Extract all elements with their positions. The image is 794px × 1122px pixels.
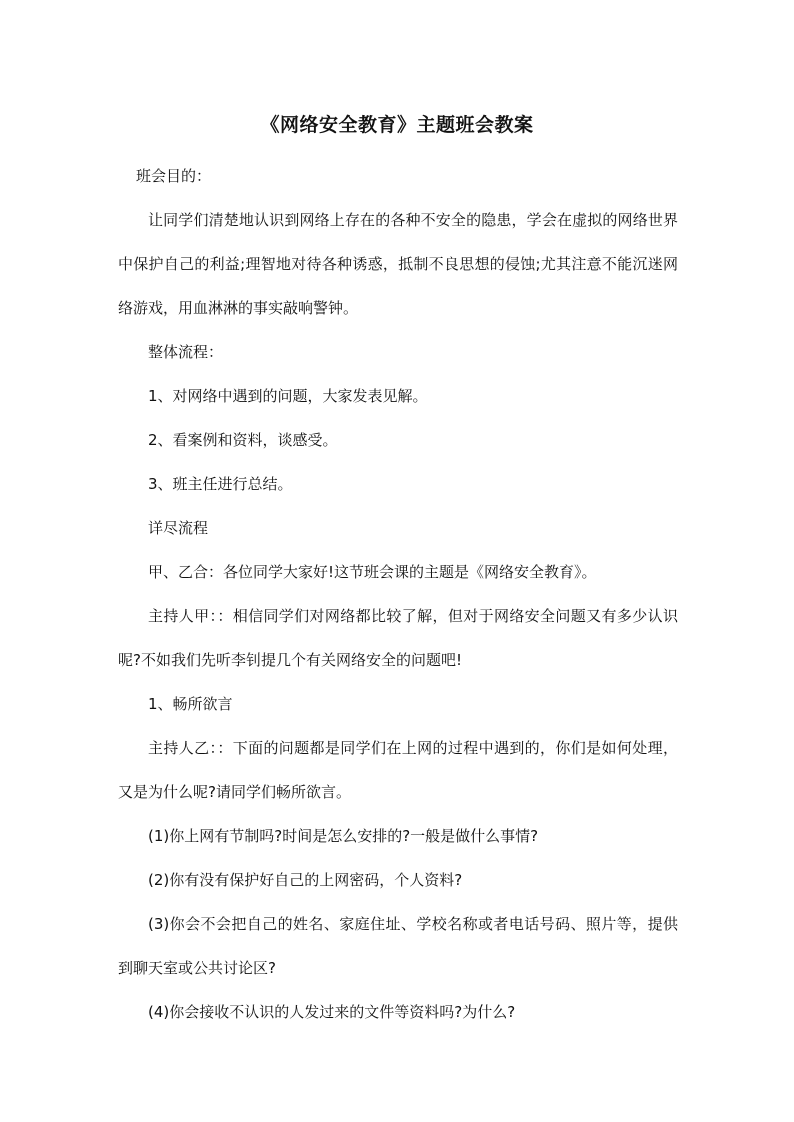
paragraph-class-goal-text: 让同学们清楚地认识到网络上存在的各种不安全的隐患，学会在虚拟的网络世界中保护自己的利益;理智地对待各种诱惑，抵制不良思想的侵蚀;尤其注意不能沉迷网络游戏，用血淋淋的事实敲响警钟。 bbox=[118, 211, 678, 317]
paragraph-class-goal-heading: 班会目的： bbox=[136, 167, 212, 185]
paragraph-process-step-1: 1、对网络中遇到的问题，大家发表见解。 bbox=[148, 387, 428, 405]
paragraph-process-step-2: 2、看案例和资料，谈感受。 bbox=[148, 431, 338, 449]
document-title: 《网络安全教育》主题班会教案 bbox=[260, 114, 534, 136]
paragraph-question-3: (3)你会不会把自己的姓名、家庭住址、学校名称或者电话号码、照片等，提供到聊天室或公共讨论区? bbox=[118, 915, 678, 977]
paragraph-host-a-intro: 主持人甲：：相信同学们对网络都比较了解，但对于网络安全问题又有多少认识呢?不如我们先听李钊提几个有关网络安全的问题吧! bbox=[118, 607, 678, 669]
paragraph-question-4: (4)你会接收不认识的人发过来的文件等资料吗?为什么? bbox=[148, 1003, 516, 1021]
document-body bbox=[118, 154, 678, 1034]
paragraph-question-2: (2)你有没有保护好自己的上网密码，个人资料? bbox=[148, 871, 463, 889]
paragraph-question-1: (1)你上网有节制吗?时间是怎么安排的?一般是做什么事情? bbox=[148, 827, 539, 845]
paragraph-host-b-intro: 主持人乙：：下面的问题都是同学们在上网的过程中遇到的，你们是如何处理，又是为什么呢?请同学们畅所欲言。 bbox=[118, 739, 678, 801]
paragraph-section-1-heading: 1、畅所欲言 bbox=[148, 695, 233, 713]
paragraph-joint-opening: 甲、乙合：各位同学大家好!这节班会课的主题是《网络安全教育》。 bbox=[148, 563, 597, 581]
paragraph-overall-process-heading: 整体流程： bbox=[148, 343, 224, 361]
paragraph-detailed-process-heading: 详尽流程 bbox=[148, 519, 209, 537]
paragraph-process-step-3: 3、班主任进行总结。 bbox=[148, 475, 293, 493]
